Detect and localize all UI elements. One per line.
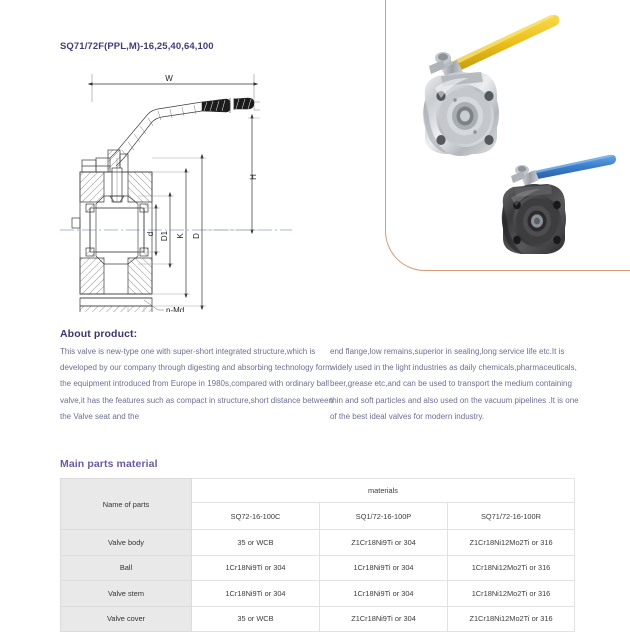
table-header-materials: materials — [192, 479, 575, 503]
table-row — [61, 581, 575, 607]
about-product-text-right — [330, 344, 580, 425]
table-header-name-of-parts: Name of parts — [61, 479, 192, 530]
dim-label-d-outer: D — [192, 233, 201, 239]
part-material: Z1Cr18Ni9Ti or 304 — [320, 606, 448, 632]
table-header-model-1: SQ72-16-100C — [192, 503, 320, 530]
valve-photo-carbon-steel — [502, 155, 616, 254]
part-name: Valve body — [61, 530, 192, 556]
product-title: SQ71/72F(PPL,M)-16,25,40,64,100 — [60, 41, 214, 52]
part-material: 35 or WCB — [192, 530, 320, 556]
about-product-text-left — [60, 344, 340, 425]
table-header-model-3: SQ71/72-16-100R — [448, 503, 575, 530]
dim-label-d1: D1 — [160, 230, 169, 242]
dim-label-h: H — [249, 174, 258, 180]
dim-label-d-bore: d — [146, 231, 155, 237]
part-material: 1Cr18Ni9Ti or 304 — [320, 555, 448, 581]
part-material: 35 or WCB — [192, 606, 320, 632]
dim-label-k: K — [176, 233, 185, 239]
product-photos — [385, 0, 630, 290]
table-header-model-2: SQ1/72-16-100P — [320, 503, 448, 530]
table-row — [61, 606, 575, 632]
part-material: 1Cr18Ni12Mo2Ti or 316 — [448, 555, 575, 581]
part-material: 1Cr18Ni12Mo2Ti or 316 — [448, 581, 575, 607]
part-name: Valve stem — [61, 581, 192, 607]
about-left-paragraph: This valve is new-type one with super-short integrated structure,which is developed by our company through digesting and absorbing technology form the equipment introduced from Europe in 1980s,compared with ordinary ball valve,it has the features such as compact in structure,short distance between the Valve seat and the — [60, 347, 334, 421]
part-material: Z1Cr18Ni9Ti or 304 — [320, 530, 448, 556]
part-material: Z1Cr18Ni12Mo2Ti or 316 — [448, 606, 575, 632]
dim-label-w: W — [165, 74, 173, 83]
part-material: 1Cr18Ni9Ti or 304 — [192, 555, 320, 581]
part-material: Z1Cr18Ni12Mo2Ti or 316 — [448, 530, 575, 556]
technical-drawing — [52, 62, 352, 312]
part-name: Valve cover — [61, 606, 192, 632]
about-product-heading: About product: — [60, 328, 138, 340]
part-name: Ball — [61, 555, 192, 581]
about-right-paragraph: end flange,low remains,superior in sealing,long service life etc.It is widely used in the light industries as daily chemicals,pharmaceuticals, beer,grease etc,and can be used to transport the medium containing thin and soft particles and also used on the vacuum pipelines .It is one of the best ideal valves for modern industry. — [330, 347, 579, 421]
main-parts-material-table — [60, 478, 575, 632]
main-parts-material-heading: Main parts material — [60, 458, 158, 470]
part-material: 1Cr18Ni9Ti or 304 — [320, 581, 448, 607]
valve-photo-stainless — [423, 15, 559, 156]
dim-label-bolts: n-Md — [166, 306, 185, 312]
table-row — [61, 555, 575, 581]
table-header-row-materials — [61, 479, 575, 503]
table-row — [61, 530, 575, 556]
part-material: 1Cr18Ni9Ti or 304 — [192, 581, 320, 607]
